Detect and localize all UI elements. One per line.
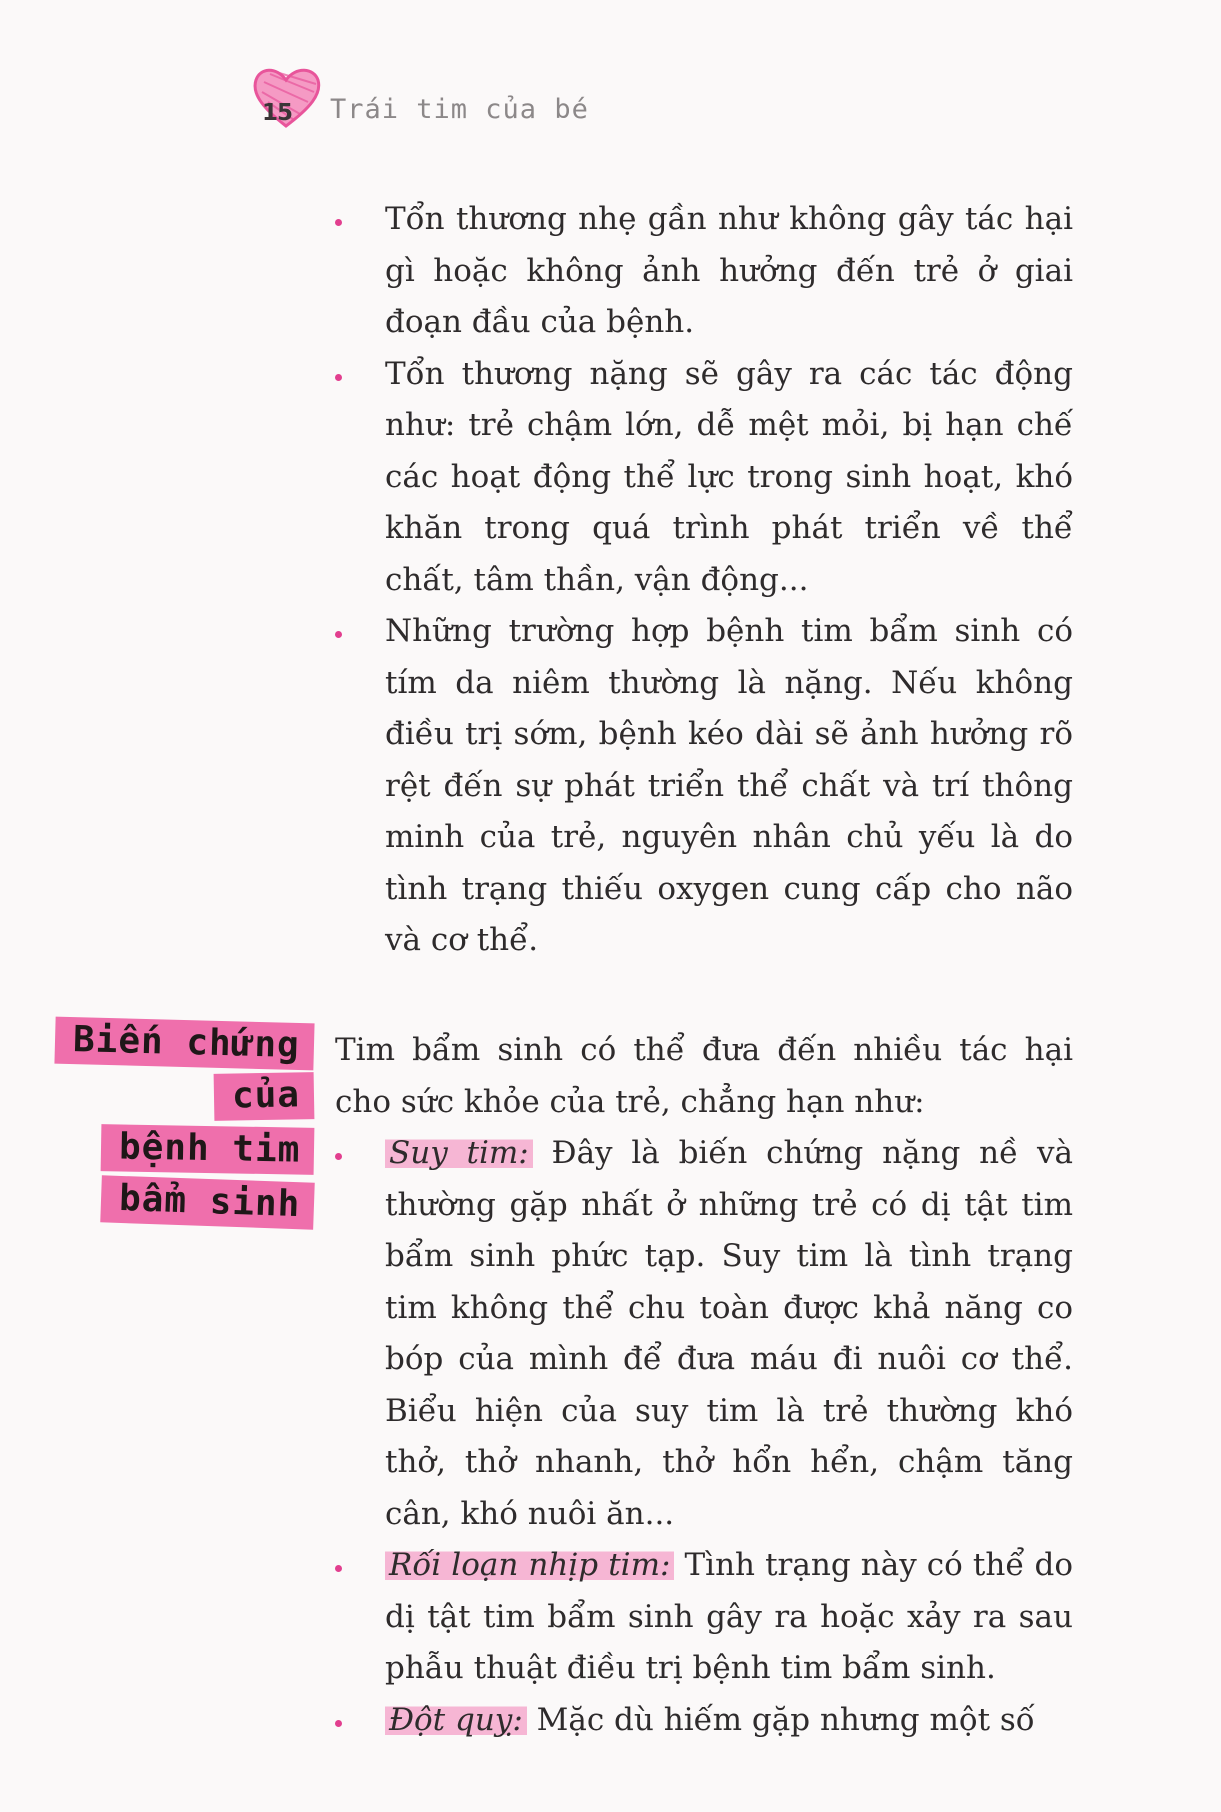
highlighted-term: Rối loạn nhịp tim: [385,1547,674,1583]
page-header [250,62,650,142]
side-heading [44,1020,314,1232]
list-item [335,1128,1073,1540]
running-title: Trái tim của bé [330,94,589,125]
consequences-section [335,194,1073,967]
list-item: Những trường hợp bệnh tim bẩm sinh có tím da niêm thường là nặng. Nếu không điều trị sớm, bệnh kéo dài sẽ ảnh hưởng rõ rệt đến sự phát triển thể chất và trí thông minh của trẻ, nguyên nhân chủ yếu là do tình trạng thiếu oxygen cung cấp cho não và cơ thể. [335,606,1073,967]
item-text: Mặc dù hiếm gặp nhưng một số [526,1701,1035,1738]
complications-section [335,1025,1073,1746]
consequences-list [335,194,1073,967]
side-heading-line: bẩm sinh [44,1179,314,1226]
item-text: Đây là biến chứng nặng nề và thường gặp nhất ở những trẻ có dị tật tim bẩm sinh phức tạp. Suy tim là tình trạng tim không thể chu toàn được khả năng co bóp của mình để đưa máu đi nuôi cơ thể. Biểu hiện của suy tim là trẻ thường khó thở, thở nhanh, thở hổn hển, chậm tăng cân, khó nuôi ăn... [385,1135,1073,1532]
intro-paragraph: Tim bẩm sinh có thể đưa đến nhiều tác hại cho sức khỏe của trẻ, chẳng hạn như: [335,1032,1073,1120]
list-item: Tổn thương nặng sẽ gây ra các tác động như: trẻ chậm lớn, dễ mệt mỏi, bị hạn chế các hoạt động thể lực trong sinh hoạt, khó khăn trong quá trình phát triển về thể chất, tâm thần, vận động... [335,349,1073,607]
highlighted-term: Suy tim: [385,1135,533,1171]
list-item [335,1695,1073,1747]
list-item [335,1540,1073,1695]
item-text: Tình trạng này có thể do dị tật tim bẩm sinh gây ra hoặc xảy ra sau phẫu thuật điều trị bệnh tim bẩm sinh. [385,1547,1073,1686]
page-number: 15 [262,100,293,126]
side-heading-line: Biến chứng [44,1020,314,1067]
side-heading-line: bệnh tim [44,1126,314,1173]
complications-list [335,1128,1073,1746]
highlighted-term: Đột quỵ: [385,1702,527,1738]
side-heading-line: của [44,1073,314,1120]
list-item: Tổn thương nhẹ gần như không gây tác hại gì hoặc không ảnh hưởng đến trẻ ở giai đoạn đầu của bệnh. [335,194,1073,349]
